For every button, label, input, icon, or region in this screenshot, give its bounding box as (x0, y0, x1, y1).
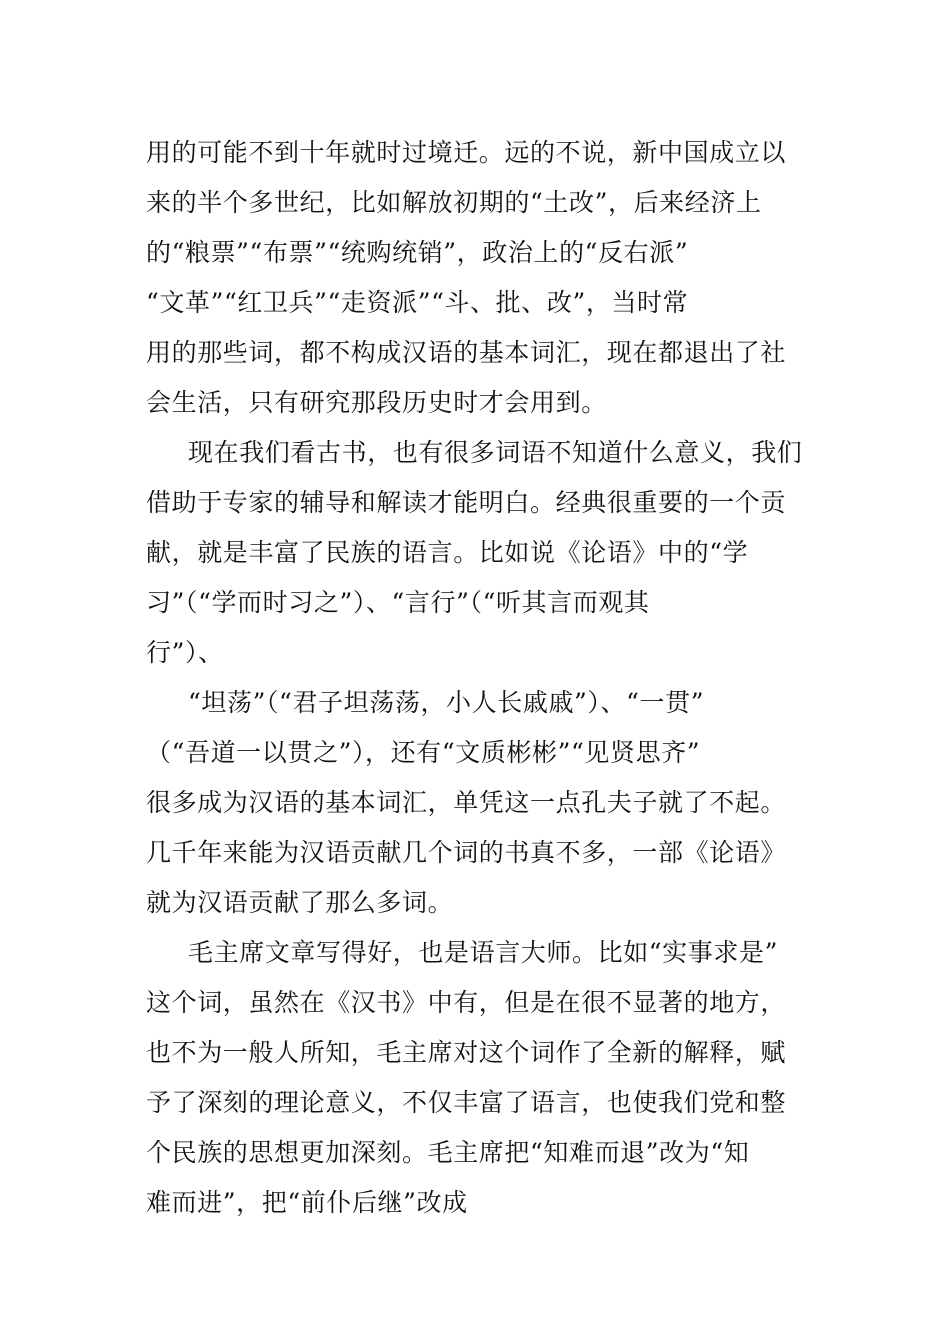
text-line: 行”）、 (146, 638, 224, 667)
text-line: 几千年来能为汉语贡献几个词的书真不多，一部《论语》 (146, 838, 787, 867)
text-line: 予了深刻的理论意义，不仅丰富了语言，也使我们党和整 (146, 1088, 787, 1117)
text-line: （“吾道一以贯之”），还有“文质彬彬”“见贤思齐” (146, 738, 701, 767)
text-line: 习”（“学而时习之”）、“言行”（“听其言而观其 (146, 588, 650, 617)
text-line: 就为汉语贡献了那么多词。 (146, 888, 454, 917)
text-line: 很多成为汉语的基本词汇，单凭这一点孔夫子就了不起。 (146, 788, 787, 817)
text-line: 来的半个多世纪，比如解放初期的“土改”，后来经济上 (146, 188, 762, 217)
text-line: 现在我们看古书，也有很多词语不知道什么意义，我们 (188, 438, 803, 467)
text-line: 用的那些词，都不构成汉语的基本词汇，现在都退出了社 (146, 338, 787, 367)
text-line: 会生活，只有研究那段历史时才会用到。 (146, 388, 607, 417)
text-line: “坦荡”（“君子坦荡荡，小人长戚戚”）、“一贯” (188, 688, 705, 717)
text-line: 用的可能不到十年就时过境迁。远的不说，新中国成立以 (146, 138, 787, 167)
text-line: “文革”“红卫兵”“走资派”“斗、批、改”，当时常 (146, 288, 689, 317)
text-line: 也不为一般人所知，毛主席对这个词作了全新的解释，赋 (146, 1038, 787, 1067)
text-line: 个民族的思想更加深刻。毛主席把“知难而退”改为“知 (146, 1138, 750, 1167)
text-line: 这个词，虽然在《汉书》中有，但是在很不显著的地方， (146, 988, 787, 1017)
text-line: 难而进”，把“前仆后继”改成 (146, 1188, 468, 1217)
text-line: 的“粮票”“布票”“统购统销”，政治上的“反右派” (146, 238, 689, 267)
text-line: 献，就是丰富了民族的语言。比如说《论语》中的“学 (146, 538, 749, 567)
text-line: 毛主席文章写得好，也是语言大师。比如“实事求是” (188, 938, 778, 967)
text-line: 借助于专家的辅导和解读才能明白。经典很重要的一个贡 (146, 488, 787, 517)
